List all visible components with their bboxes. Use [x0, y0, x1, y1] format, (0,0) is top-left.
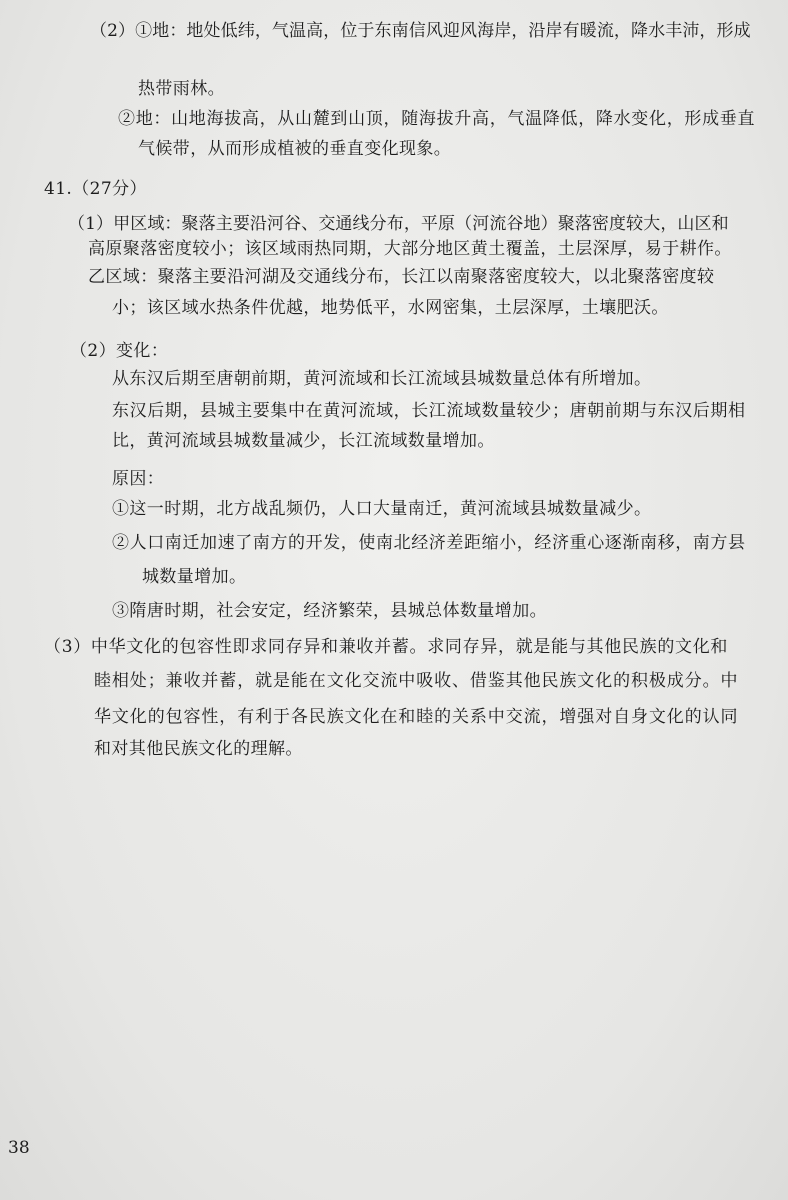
q40-part2-line4: 气候带，从而形成植被的垂直变化现象。: [138, 139, 452, 159]
q41-part2-reason-label: 原因：: [112, 469, 165, 489]
q40-part2-line2: 热带雨林。: [138, 79, 225, 99]
page-number: 38: [8, 1138, 30, 1158]
q40-part2-line3: ②地：山地海拔高，从山麓到山顶，随海拔升高，气温降低，降水变化，形成垂直: [118, 109, 756, 129]
q41-part1-line2: 高原聚落密度较小；该区域雨热同期，大部分地区黄土覆盖，土层深厚，易于耕作。: [88, 239, 732, 259]
q41-part2-line3: 比，黄河流域县城数量减少，长江流域数量增加。: [112, 431, 495, 451]
q41-part3-line2: 睦相处；兼收并蓄，就是能在文化交流中吸收、借鉴其他民族文化的积极成分。中: [94, 671, 739, 691]
q41-part2-label: （2）变化：: [70, 341, 169, 361]
q41-part1-line1: （1）甲区域：聚落主要沿河谷、交通线分布，平原（河流谷地）聚落密度较大，山区和: [68, 214, 729, 234]
q41-part1-line4: 小；该区域水热条件优越，地势低平，水网密集，土层深厚，土壤肥沃。: [112, 298, 669, 318]
q40-part2-line1: （2）①地：地处低纬，气温高，位于东南信风迎风海岸，沿岸有暖流，降水丰沛，形成: [90, 21, 751, 41]
q41-part3-line3: 华文化的包容性，有利于各民族文化在和睦的关系中交流，增强对自身文化的认同: [94, 707, 739, 727]
q41-part2-reason3: ③隋唐时期，社会安定，经济繁荣，县城总体数量增加。: [112, 601, 547, 621]
q41-part2-reason2-line2: 城数量增加。: [142, 567, 247, 587]
q41-part2-reason1: ①这一时期，北方战乱频仍，人口大量南迁，黄河流域县城数量减少。: [112, 499, 652, 519]
q41-part2-line2: 东汉后期，县城主要集中在黄河流域，长江流域数量较少；唐朝前期与东汉后期相: [112, 401, 746, 421]
q41-part1-line3: 乙区域：聚落主要沿河湖及交通线分布，长江以南聚落密度较大，以北聚落密度较: [88, 267, 715, 287]
q41-part2-reason2-line1: ②人口南迁加速了南方的开发，使南北经济差距缩小，经济重心逐渐南移，南方县: [112, 533, 746, 553]
q41-heading: 41.（27分）: [44, 179, 147, 199]
q41-part3-line1: （3）中华文化的包容性即求同存异和兼收并蓄。求同存异，就是能与其他民族的文化和: [44, 637, 729, 657]
q41-part2-line1: 从东汉后期至唐朝前期，黄河流域和长江流域县城数量总体有所增加。: [112, 369, 652, 389]
q41-part3-line4: 和对其他民族文化的理解。: [94, 739, 303, 759]
